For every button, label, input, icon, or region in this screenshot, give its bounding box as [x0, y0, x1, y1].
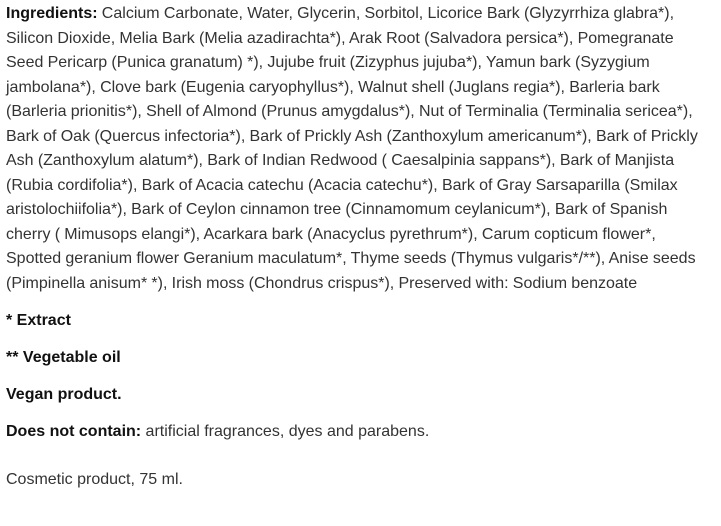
- vegan-note: Vegan product.: [6, 386, 122, 403]
- ingredients-list: Calcium Carbonate, Water, Glycerin, Sorbitol, Licorice Bark (Glyzyrrhiza glabra*), Silicon Dioxide, Melia Bark (Melia azadirachta*), Arak Root (Salvadora persica*), Pomegranate Seed Pericarp (Punica granatum) *), Jujube fruit (Zizyphus jujuba*), Yamun bark (Syzygium jambolana*), Clove bark (Eugenia caryophyllus*), Walnut shell (Juglans regia*), Barleria bark (Barleria prionitis*), Shell of Almond (Prunus amygdalus*), Nut of Terminalia (Terminalia sericea*), Bark of Oak (Quercus infectoria*), Bark of Prickly Ash (Zanthoxylum americanum*), Bark of Prickly Ash (Zanthoxylum alatum*), Bark of Indian Redwood ( Caesalpinia sappans*), Bark of Manjista (Rubia cordifolia*), Bark of Acacia catechu (Acacia catechu*), Bark of Gray Sarsaparilla (Smilax aristolochiifolia*), Bark of Ceylon cinnamon tree (Cinnamomum ceylanicum*), Bark of Spanish cherry ( Mimusops elangi*), Acarkara bark (Anacyclus pyrethrum*), Carum copticum flower*, Spotted geranium flower Geranium maculatum*, Thyme seeds (Thymus vulgaris*/**), Anise seeds (Pimpinella anisum* *), Irish moss (Chondrus crispus*), Preserved with: Sodium benzoate: [6, 5, 698, 292]
- does-not-contain-label: Does not contain:: [6, 423, 142, 440]
- vegetable-oil-note: ** Vegetable oil: [6, 349, 121, 366]
- extract-note: * Extract: [6, 312, 71, 329]
- product-volume: Cosmetic product, 75 ml.: [6, 471, 183, 488]
- ingredients-paragraph: [6, 2, 715, 296]
- does-not-contain-text: artificial fragrances, dyes and parabens.: [141, 423, 430, 440]
- ingredients-label: Ingredients:: [6, 5, 98, 22]
- does-not-contain-paragraph: [6, 420, 715, 444]
